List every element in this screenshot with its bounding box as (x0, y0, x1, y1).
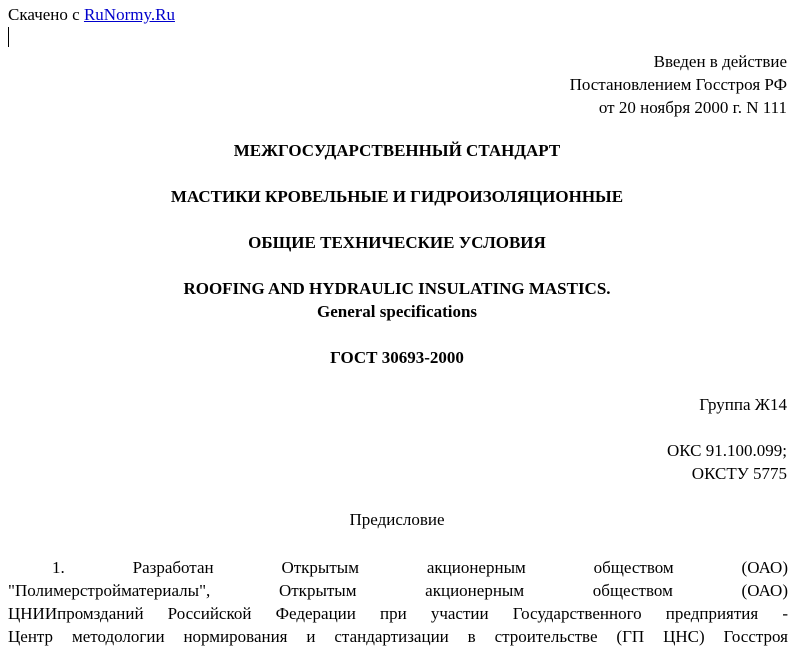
oks-code: ОКС 91.100.099; (666, 441, 787, 460)
intro-line-2: Постановлением Госстроя РФ (569, 75, 787, 94)
subtitle-ru: ОБЩИЕ ТЕХНИЧЕСКИЕ УСЛОВИЯ (248, 233, 546, 252)
okstu-code: ОКСТУ 5775 (691, 464, 787, 483)
interstate-heading: МЕЖГОСУДАРСТВЕННЫЙ СТАНДАРТ (233, 141, 561, 160)
text-cursor (8, 27, 9, 47)
title-ru: МАСТИКИ КРОВЕЛЬНЫЕ И ГИДРОИЗОЛЯЦИОННЫЕ (170, 187, 624, 206)
intro-line-1: Введен в действие (653, 52, 787, 71)
source-prefix: Скачено с (8, 5, 84, 24)
source-line (8, 5, 175, 25)
paragraph-1 (8, 556, 788, 648)
gost-number: ГОСТ 30693-2000 (330, 348, 464, 367)
paragraph-1-line-4: Центр методологии нормирования и стандартизации в строительстве (ГП ЦНС) Госстроя (8, 627, 788, 646)
group-code: Группа Ж14 (699, 395, 787, 414)
paragraph-1-line-3: ЦНИИпромзданий Российской Федерации при участии Государственного предприятия - (8, 604, 788, 623)
subtitle-en: General specifications (316, 302, 478, 321)
foreword-title: Предисловие (349, 510, 445, 529)
intro-block (570, 50, 787, 119)
runormy-link[interactable]: RuNormy.Ru (83, 5, 175, 24)
intro-line-3: от 20 ноября 2000 г. N 111 (598, 98, 787, 117)
title-en: ROOFING AND HYDRAULIC INSULATING MASTICS. (183, 279, 611, 298)
paragraph-1-line-1: 1. Разработан Открытым акционерным обществом (ОАО) (52, 558, 788, 577)
paragraph-1-line-2: "Полимерстройматериалы", Открытым акционерным обществом (ОАО) (8, 581, 788, 600)
